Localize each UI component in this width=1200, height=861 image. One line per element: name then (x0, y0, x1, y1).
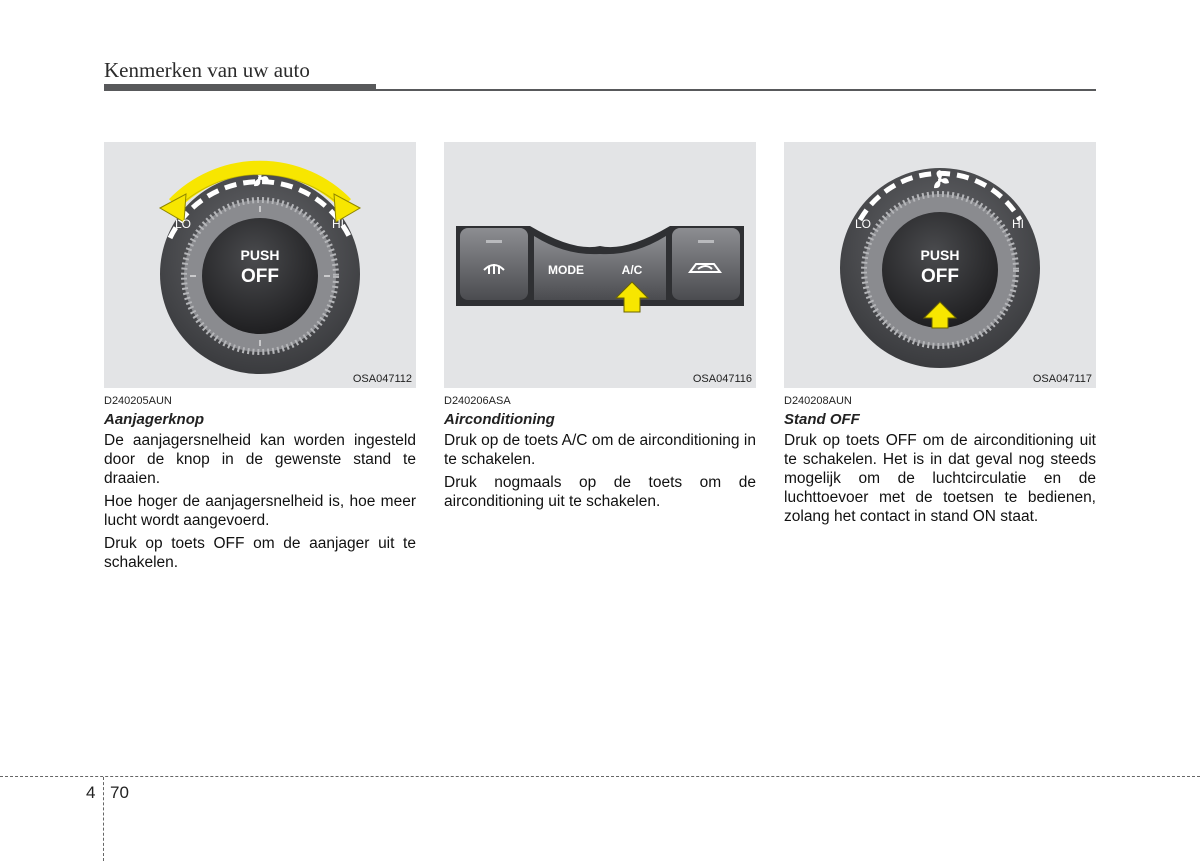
mode-label: MODE (548, 263, 584, 277)
figure-code: OSA047116 (692, 373, 752, 385)
figure-off-knob (784, 142, 1096, 388)
ac-panel-illustration (444, 142, 756, 388)
section-ref-code: D240205AUN (104, 395, 172, 407)
page-header-title: Kenmerken van uw auto (104, 58, 310, 82)
header-rule-thick (104, 84, 376, 91)
section-stand-off (784, 395, 1096, 530)
fan-knob-illustration (104, 142, 416, 388)
section-paragraph: De aanjagersnelheid kan worden ingesteld door de knop in de gewenste stand te draaien. (104, 432, 416, 487)
footer-vertical-rule (103, 777, 104, 861)
lo-label: LO (855, 217, 872, 231)
section-ref-code: D240206ASA (444, 395, 511, 407)
knob-push-label: PUSH (240, 247, 280, 263)
section-ref-code: D240208AUN (784, 395, 852, 407)
footer-rule (0, 776, 1200, 777)
figure-fan-knob (104, 142, 416, 388)
knob-off-label: OFF (241, 266, 279, 287)
figure-code: OSA047117 (1032, 373, 1092, 385)
section-title: Stand OFF (784, 411, 860, 428)
header-rule-thin (376, 89, 1096, 91)
ac-label: A/C (621, 263, 643, 277)
figure-code: OSA047112 (352, 373, 412, 385)
section-paragraph: Druk op de toets A/C om de airconditioning in te schakelen. (444, 432, 756, 468)
section-paragraph: Druk op toets OFF om de airconditioning uit te schakelen. Het is in dat geval nog steeds mogelijk om de luchtcirculatie en de luchttoevoer met de toetsen te bedienen, zolang het contact in stand ON staat. (784, 432, 1096, 525)
page-chapter-number: 4 (86, 783, 96, 802)
section-title: Aanjagerknop (104, 411, 205, 428)
section-paragraph: Druk nogmaals op de toets om de airconditioning uit te schakelen. (444, 474, 756, 510)
figure-ac-panel (444, 142, 756, 388)
page-number: 70 (110, 783, 129, 802)
hi-label: HI (1012, 217, 1024, 231)
section-airconditioning (444, 395, 756, 515)
off-knob-illustration (784, 142, 1096, 388)
section-paragraph: Hoe hoger de aanjagersnelheid is, hoe meer lucht wordt aangevoerd. (104, 493, 416, 529)
lo-label: LO (175, 217, 192, 231)
section-paragraph: Druk op toets OFF om de aanjager uit te schakelen. (104, 535, 416, 571)
hi-label: HI (332, 217, 344, 231)
section-title: Airconditioning (444, 411, 555, 428)
section-fan-knob (104, 395, 416, 576)
knob-off-label: OFF (921, 266, 959, 287)
knob-push-label: PUSH (920, 247, 960, 263)
